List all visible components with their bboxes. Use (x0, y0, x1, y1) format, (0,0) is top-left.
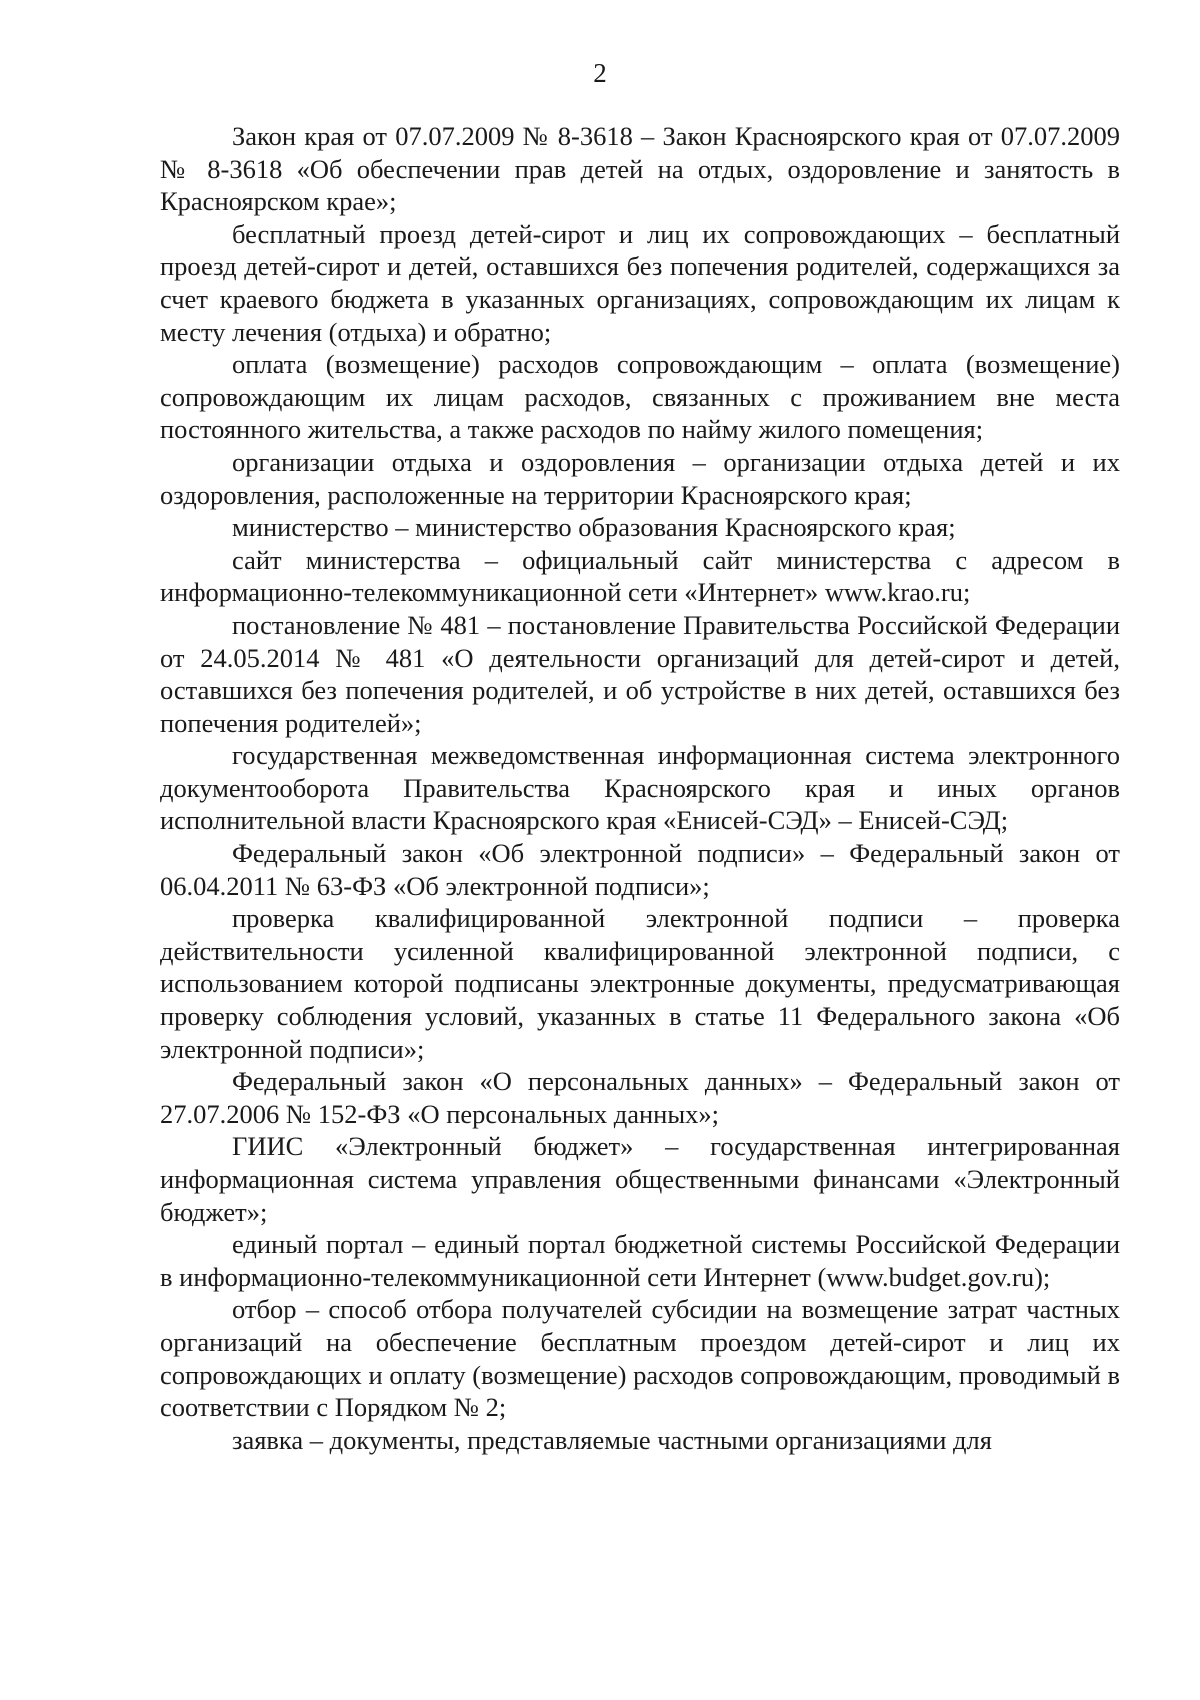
paragraph-ministry: министерство – министерство образования Красноярского края; (232, 512, 956, 543)
paragraph-enisei-sed: государственная межведомственная информационная система электронного документооборота Правительства Красноярского края и иных органов исполнительной власти Красноярского края «Енисей-СЭД» – Енисей-СЭД; (160, 740, 1120, 836)
paragraph-application: заявка – документы, представляемые частными организациями для (232, 1424, 992, 1455)
paragraph-giis-budget: ГИИС «Электронный бюджет» – государственная интегрированная информационная система управления общественными финансами «Электронный бюджет»; (160, 1131, 1120, 1227)
paragraph-selection: отбор – способ отбора получателей субсидии на возмещение затрат частных организаций на обеспечение бесплатным проездом детей-сирот и лиц их сопровождающих и оплату (возмещение) расходов сопровождающим, проводимый в соответствии с Порядком № 2; (160, 1294, 1120, 1423)
paragraph-recreation-organizations: организации отдыха и оздоровления – организации отдыха детей и их оздоровления, расположенные на территории Красноярского края; (160, 446, 1120, 510)
paragraph-law-e-signature: Федеральный закон «Об электронной подписи» – Федеральный закон от 06.04.2011 № 63-ФЗ «Об электронной подписи»; (160, 838, 1120, 901)
document-body (160, 120, 1120, 1456)
paragraph-ministry-site: сайт министерства – официальный сайт министерства с адресом в информационно-телекоммуникационной сети «Интернет» www.krao.ru; (160, 544, 1120, 608)
paragraph-expense-payment: оплата (возмещение) расходов сопровождающим – оплата (возмещение) сопровождающим их лицам расходов, связанных с проживанием вне места постоянного жительства, а также расходов по найму жилого помещения; (160, 349, 1120, 445)
paragraph-law-personal-data: Федеральный закон «О персональных данных» – Федеральный закон от 27.07.2006 № 152-ФЗ «О персональных данных»; (160, 1066, 1120, 1129)
paragraph-law-krai: Закон края от 07.07.2009 № 8-3618 – Закон Красноярского края от 07.07.2009 № 8-3618 «Об обеспечении прав детей на отдых, оздоровление и занятость в Красноярском крае»; (160, 121, 1120, 217)
paragraph-signature-check: проверка квалифицированной электронной подписи – проверка действительности усиленной квалифицированной электронной подписи, с использованием которой подписаны электронные документы, предусматривающая проверку соблюдения условий, указанных в статье 11 Федерального закона «Об электронной подписи»; (160, 903, 1120, 1064)
paragraph-resolution-481: постановление № 481 – постановление Правительства Российской Федерации от 24.05.2014 № 481 «О деятельности организаций для детей-сирот и детей, оставшихся без попечения родителей, и об устройстве в них детей, оставшихся без попечения родителей»; (160, 609, 1120, 738)
paragraph-unified-portal: единый портал – единый портал бюджетной системы Российской Федерации в информационно-телекоммуникационной сети Интернет (www.budget.gov.ru); (160, 1229, 1120, 1292)
page-number: 2 (593, 58, 607, 88)
paragraph-free-travel: бесплатный проезд детей-сирот и лиц их сопровождающих – бесплатный проезд детей-сирот и детей, оставшихся без попечения родителей, содержащихся за счет краевого бюджета в указанных организациях, сопровождающим их лицам к месту лечения (отдыха) и обратно; (160, 218, 1120, 347)
